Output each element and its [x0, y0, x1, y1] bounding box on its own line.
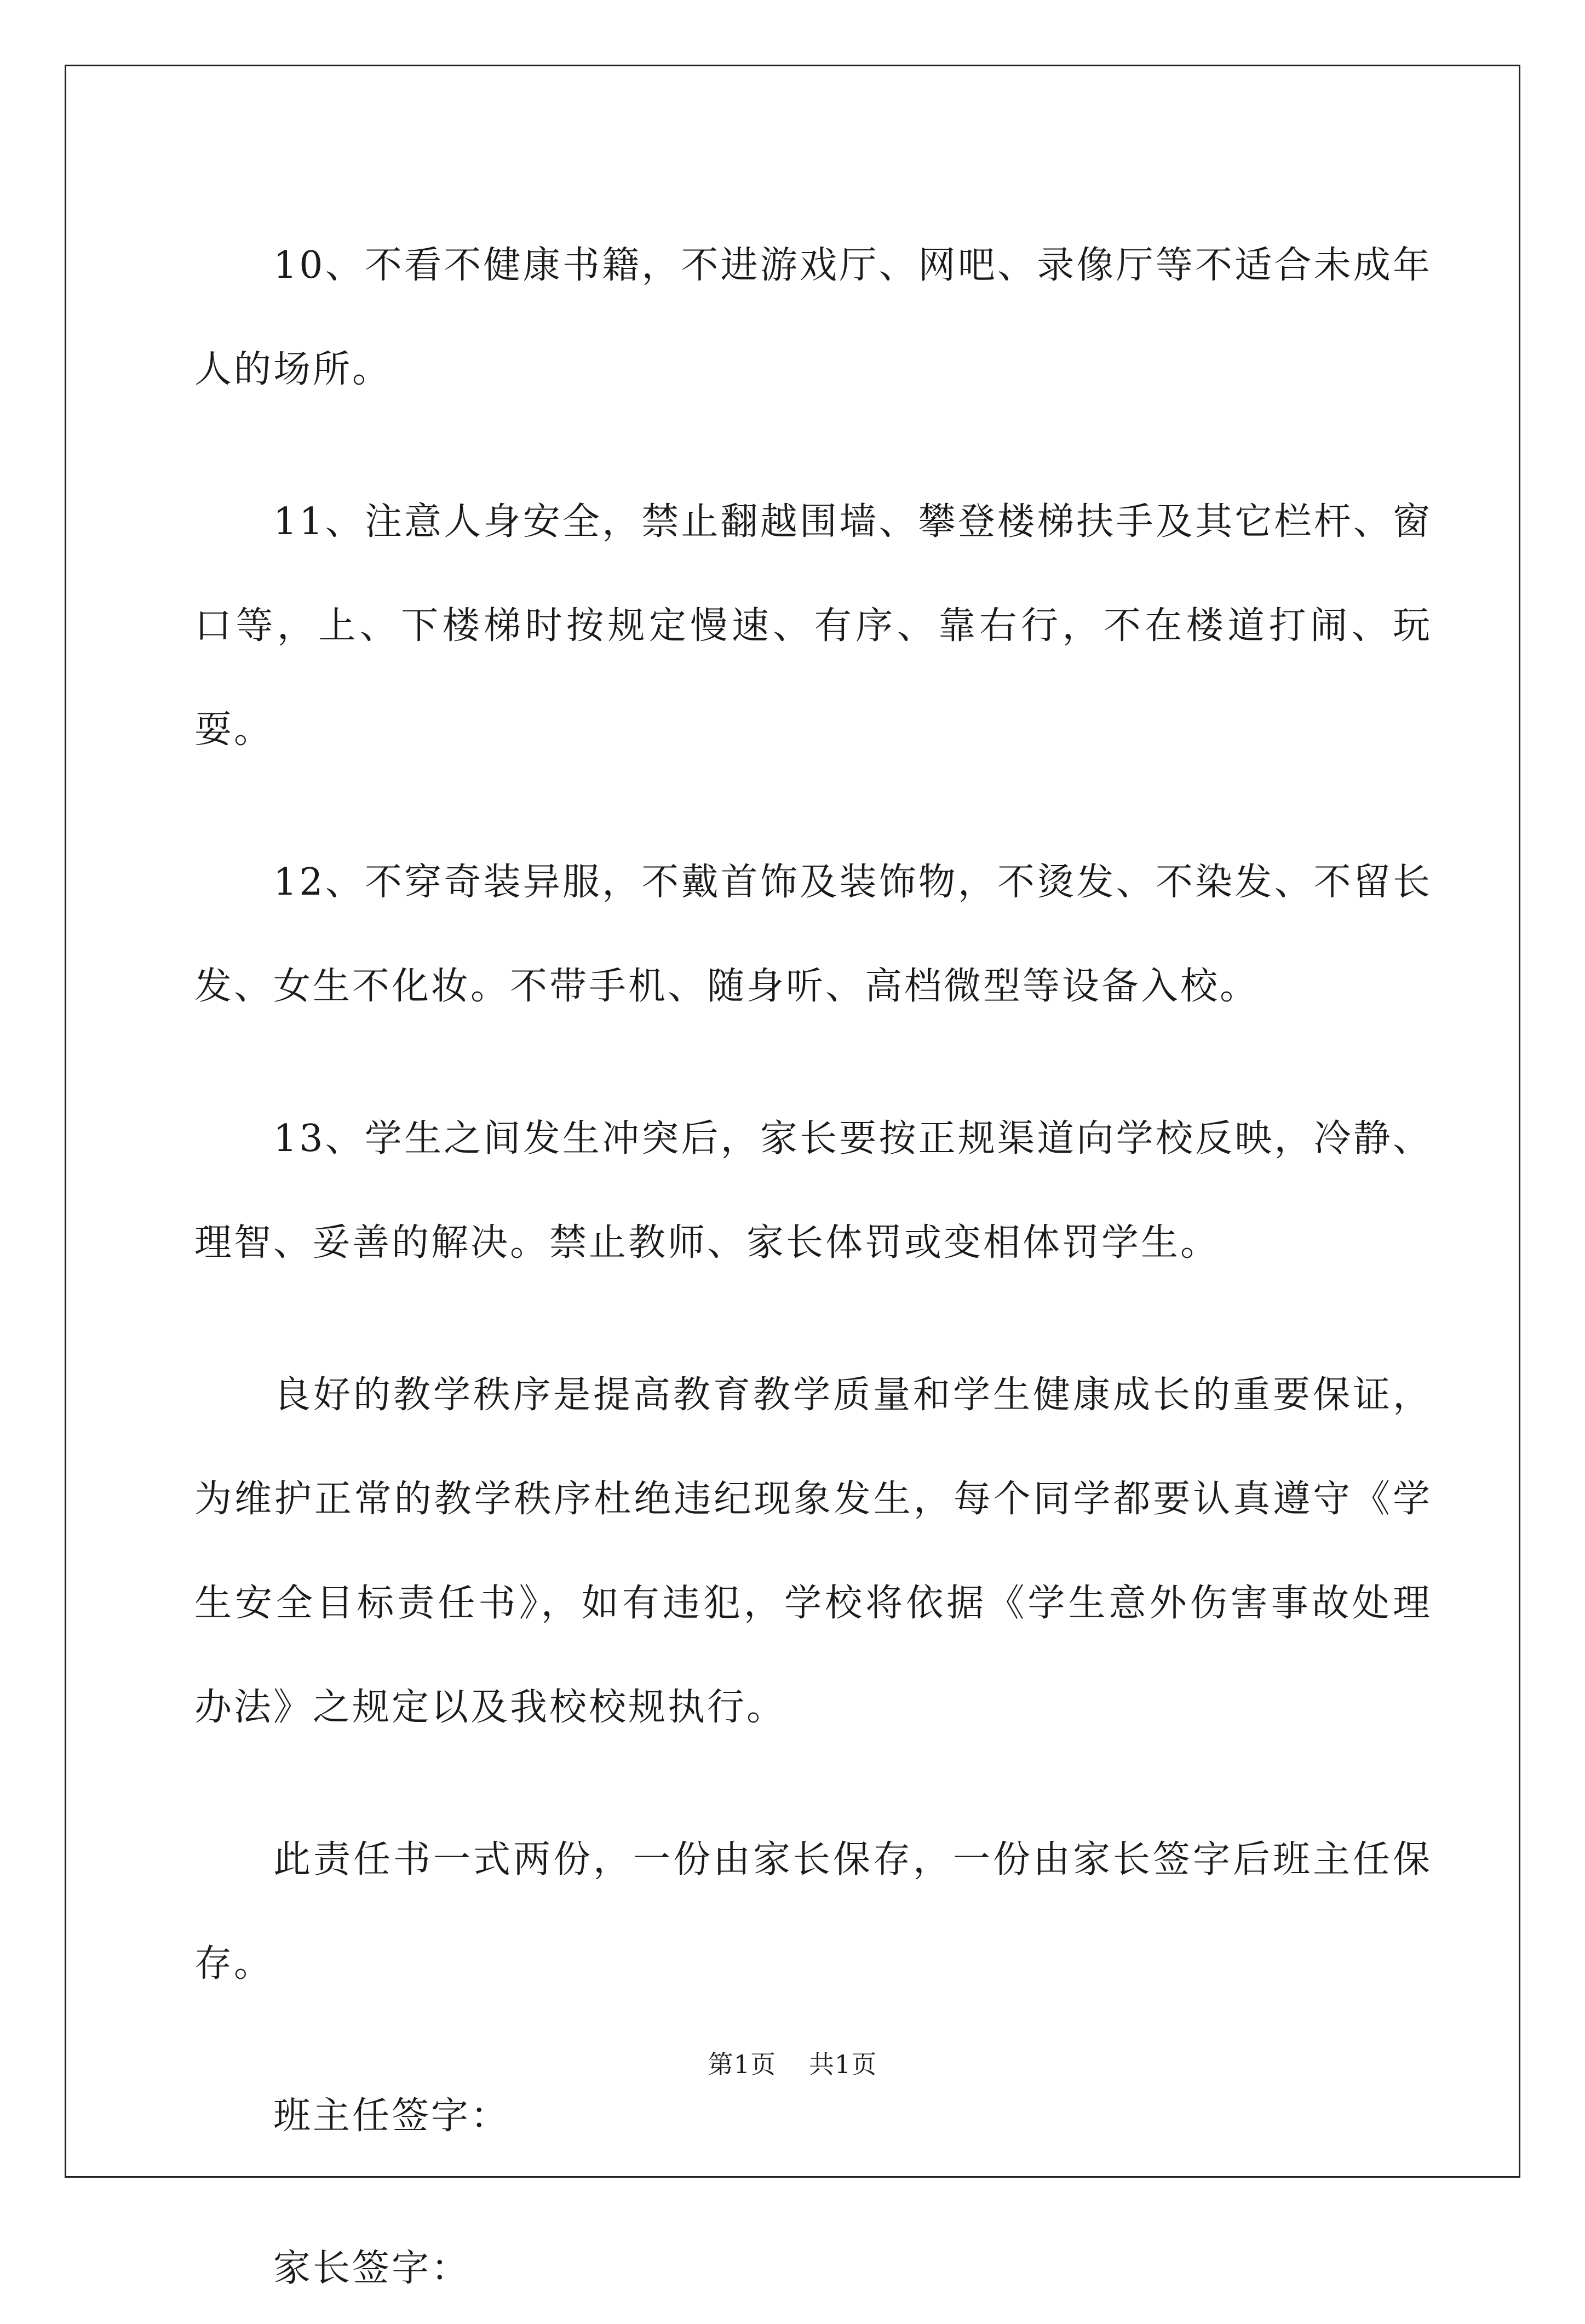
paragraph-order-statement: 良好的教学秩序是提高教育教学质量和学生健康成长的重要保证，为维护正常的教学秩序杜绝违纪现象发生，每个同学都要认真遵守《学生安全目标责任书》，如有违犯，学校将依据《学生意外伤害事故处理办法》之规定以及我校校规执行。	[194, 1373, 1432, 1729]
paragraph-copies-note: 此责任书一式两份，一份由家长保存，一份由家长签字后班主任保存。	[194, 1838, 1432, 1985]
page-footer	[0, 2045, 1585, 2081]
parent-signature-label: 家长签字：	[273, 2247, 471, 2290]
paragraph-item-11: 11、注意人身安全，禁止翻越围墙、攀登楼梯扶手及其它栏杆、窗口等，上、下楼梯时按规定慢速、有序、靠右行，不在楼道打闹、玩耍。	[194, 500, 1432, 752]
total-page-count: 共1页	[809, 2050, 877, 2079]
paragraph-item-10: 10、不看不健康书籍，不进游戏厅、网吧、录像厅等不适合未成年人的场所。	[194, 244, 1432, 391]
document-body	[194, 214, 1432, 2324]
teacher-signature-label: 班主任签字：	[273, 2094, 510, 2138]
current-page-number: 第1页	[708, 2050, 776, 2079]
paragraph-item-12: 12、不穿奇装异服，不戴首饰及装饰物，不烫发、不染发、不留长发、女生不化妆。不带手机、随身听、高档微型等设备入校。	[194, 861, 1432, 1008]
paragraph-item-13: 13、学生之间发生冲突后，家长要按正规渠道向学校反映，冷静、理智、妥善的解决。禁止教师、家长体罚或变相体罚学生。	[194, 1117, 1432, 1264]
